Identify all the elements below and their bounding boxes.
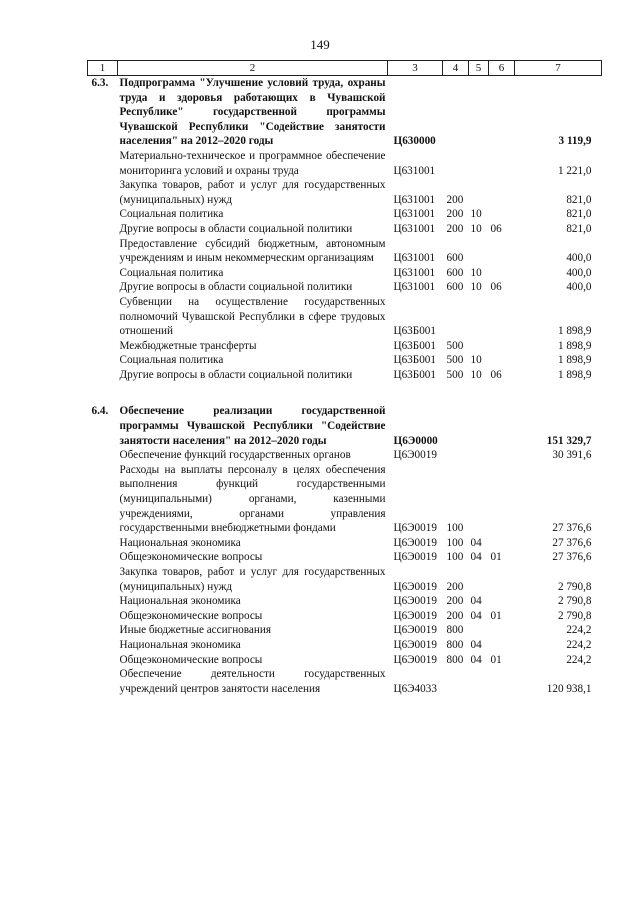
expense-type-cell: 200 xyxy=(446,595,464,608)
section-cell: 10 xyxy=(470,266,482,279)
section-cell xyxy=(469,237,489,266)
expense-type-cell: 500 xyxy=(446,368,464,381)
section-cell: 04 xyxy=(470,609,482,622)
code-cell: Ц631001 xyxy=(393,222,436,235)
table-row xyxy=(88,448,602,463)
amount-cell: 821,0 xyxy=(566,222,592,235)
name-cell: Межбюджетные трансферты xyxy=(119,339,257,352)
table-row xyxy=(88,149,602,178)
number-cell xyxy=(88,222,118,237)
code-cell: Ц6Э4033 xyxy=(393,682,437,695)
amount-cell: 224,2 xyxy=(566,653,592,666)
expense-type-cell: 200 xyxy=(446,193,464,206)
section-spacer xyxy=(88,382,602,404)
name-cell: Расходы на выплаты персоналу в целях обеспечения выполнения функций государственными (муниципальными) органами, казенными учреждениями, органами управления государственными внебюджетными фондами xyxy=(119,463,386,535)
budget-table xyxy=(87,60,602,696)
amount-cell: 2 790,8 xyxy=(557,580,592,593)
table-row xyxy=(88,76,602,149)
header-col-4: 4 xyxy=(443,61,469,76)
code-cell: Ц6Э0019 xyxy=(393,609,437,622)
code-cell: Ц6Э0019 xyxy=(393,551,437,564)
amount-cell: 2 790,8 xyxy=(557,609,592,622)
name-cell: Другие вопросы в области социальной политики xyxy=(119,281,353,294)
amount-cell: 120 938,1 xyxy=(546,682,592,695)
section-cell: 10 xyxy=(470,222,482,235)
table-row xyxy=(88,565,602,594)
name-cell: Обеспечение функций государственных органов xyxy=(119,449,351,462)
table-row xyxy=(88,207,602,222)
number-cell xyxy=(88,368,118,383)
section-cell xyxy=(469,178,489,207)
section-number: 6.4. xyxy=(91,405,109,418)
code-cell: Ц6Э0019 xyxy=(393,595,437,608)
number-cell xyxy=(88,536,118,551)
section-cell: 04 xyxy=(470,536,482,549)
amount-cell: 821,0 xyxy=(566,208,592,221)
subsection-cell: 06 xyxy=(490,222,502,235)
subsection-cell xyxy=(489,178,515,207)
amount-cell: 224,2 xyxy=(566,624,592,637)
amount-cell: 151 329,7 xyxy=(546,434,592,447)
table-row xyxy=(88,339,602,354)
subsection-cell: 06 xyxy=(490,368,502,381)
name-cell: Субвенции на осуществление государственных полномочий Чувашской Республики в сфере трудовых отношений xyxy=(119,295,386,338)
code-cell: Ц631001 xyxy=(393,252,436,265)
name-cell: Национальная экономика xyxy=(119,595,241,608)
name-cell: Социальная политика xyxy=(119,266,224,279)
expense-type-cell: 800 xyxy=(446,653,464,666)
section-cell: 10 xyxy=(470,368,482,381)
expense-type-cell: 600 xyxy=(446,252,464,265)
expense-type-cell xyxy=(443,448,469,463)
amount-cell: 224,2 xyxy=(566,638,592,651)
table-row xyxy=(88,280,602,295)
table-row xyxy=(88,463,602,536)
code-cell: Ц6Э0019 xyxy=(393,449,437,462)
amount-cell: 1 898,9 xyxy=(557,325,592,338)
table-row xyxy=(88,295,602,339)
name-cell: Закупка товаров, работ и услуг для государственных (муниципальных) нужд xyxy=(119,179,386,206)
amount-cell: 27 376,6 xyxy=(552,551,592,564)
table-row xyxy=(88,178,602,207)
expense-type-cell: 100 xyxy=(446,536,464,549)
number-cell xyxy=(88,623,118,638)
subsection-cell xyxy=(489,353,515,368)
number-cell xyxy=(88,565,118,594)
code-cell: Ц63Б001 xyxy=(393,354,436,367)
amount-cell: 1 898,9 xyxy=(557,339,592,352)
amount-cell: 27 376,6 xyxy=(552,522,592,535)
code-cell: Ц63Б001 xyxy=(393,339,436,352)
section-cell xyxy=(469,149,489,178)
expense-type-cell: 200 xyxy=(446,222,464,235)
expense-type-cell: 500 xyxy=(446,354,464,367)
section-cell: 04 xyxy=(470,653,482,666)
name-cell: Подпрограмма "Улучшение условий труда, охраны труда и здоровья работающих в Чувашской Республике" государственной программы Чувашской Республики "Содействие занятости населения" на 2012–2020 годы xyxy=(119,77,386,148)
code-cell: Ц631001 xyxy=(393,193,436,206)
name-cell: Другие вопросы в области социальной политики xyxy=(119,368,353,381)
section-cell xyxy=(469,295,489,339)
table-row xyxy=(88,536,602,551)
table-row xyxy=(88,594,602,609)
code-cell: Ц63Б001 xyxy=(393,325,436,338)
code-cell: Ц6Э0019 xyxy=(393,638,437,651)
name-cell: Социальная политика xyxy=(119,354,224,367)
amount-cell: 400,0 xyxy=(566,281,592,294)
table-row xyxy=(88,222,602,237)
number-cell xyxy=(88,178,118,207)
expense-type-cell xyxy=(443,76,469,149)
number-cell xyxy=(88,550,118,565)
name-cell: Общеэкономические вопросы xyxy=(119,609,263,622)
header-col-1: 1 xyxy=(88,61,118,76)
page-number: 149 xyxy=(310,37,330,52)
subsection-cell xyxy=(489,594,515,609)
expense-type-cell: 100 xyxy=(446,522,464,535)
section-cell: 04 xyxy=(470,638,482,651)
table-row xyxy=(88,667,602,696)
section-number: 6.3. xyxy=(91,77,109,89)
name-cell: Общеэкономические вопросы xyxy=(119,653,263,666)
code-cell: Ц6Э0019 xyxy=(393,624,437,637)
code-cell: Ц6Э0000 xyxy=(393,434,438,447)
table-row xyxy=(88,638,602,653)
section-cell: 04 xyxy=(470,551,482,564)
number-cell xyxy=(88,295,118,339)
subsection-cell xyxy=(489,266,515,281)
header-col-5: 5 xyxy=(469,61,489,76)
header-row xyxy=(88,61,602,76)
name-cell: Иные бюджетные ассигнования xyxy=(119,624,271,637)
expense-type-cell xyxy=(443,404,469,448)
section-cell xyxy=(469,448,489,463)
amount-cell: 400,0 xyxy=(566,266,592,279)
number-cell xyxy=(88,463,118,536)
table-row xyxy=(88,237,602,266)
subsection-cell xyxy=(489,565,515,594)
code-cell: Ц631001 xyxy=(393,266,436,279)
subsection-cell xyxy=(489,448,515,463)
section-cell xyxy=(469,76,489,149)
table-row xyxy=(88,609,602,624)
table-row xyxy=(88,404,602,448)
amount-cell: 30 391,6 xyxy=(552,449,592,462)
code-cell: Ц631001 xyxy=(393,164,436,177)
section-cell: 10 xyxy=(470,208,482,221)
number-cell xyxy=(88,149,118,178)
header-col-7: 7 xyxy=(515,61,602,76)
number-cell xyxy=(88,339,118,354)
header-col-3: 3 xyxy=(388,61,443,76)
expense-type-cell: 500 xyxy=(446,339,464,352)
section-cell: 10 xyxy=(470,281,482,294)
expense-type-cell: 800 xyxy=(446,624,464,637)
number-cell xyxy=(88,207,118,222)
subsection-cell: 06 xyxy=(490,281,502,294)
name-cell: Другие вопросы в области социальной политики xyxy=(119,222,353,235)
amount-cell: 400,0 xyxy=(566,252,592,265)
number-cell xyxy=(88,237,118,266)
table-row xyxy=(88,623,602,638)
code-cell: Ц63Б001 xyxy=(393,368,436,381)
number-cell xyxy=(88,266,118,281)
expense-type-cell: 600 xyxy=(446,266,464,279)
table-row xyxy=(88,550,602,565)
amount-cell: 1 221,0 xyxy=(557,164,592,177)
subsection-cell xyxy=(489,638,515,653)
name-cell: Национальная экономика xyxy=(119,638,241,651)
section-cell xyxy=(469,667,489,696)
expense-type-cell: 100 xyxy=(446,551,464,564)
section-cell: 10 xyxy=(470,354,482,367)
expense-type-cell: 200 xyxy=(446,208,464,221)
subsection-cell: 01 xyxy=(490,609,502,622)
table-row xyxy=(88,368,602,383)
table-row xyxy=(88,653,602,668)
table-body xyxy=(88,76,602,697)
table-header xyxy=(88,61,602,76)
amount-cell: 2 790,8 xyxy=(557,595,592,608)
expense-type-cell: 800 xyxy=(446,638,464,651)
table-row xyxy=(88,353,602,368)
amount-cell: 821,0 xyxy=(566,193,592,206)
code-cell: Ц6Э0019 xyxy=(393,580,437,593)
subsection-cell xyxy=(489,237,515,266)
name-cell: Обеспечение реализации государственной программы Чувашской Республики "Содействие занятости населения" на 2012–2020 годы xyxy=(119,405,386,447)
number-cell xyxy=(88,280,118,295)
expense-type-cell xyxy=(443,667,469,696)
expense-type-cell: 600 xyxy=(446,281,464,294)
expense-type-cell: 200 xyxy=(446,609,464,622)
code-cell: Ц6Э0019 xyxy=(393,653,437,666)
section-cell: 04 xyxy=(470,595,482,608)
section-cell xyxy=(469,565,489,594)
amount-cell: 1 898,9 xyxy=(557,368,592,381)
subsection-cell xyxy=(489,207,515,222)
section-cell xyxy=(469,623,489,638)
code-cell: Ц631001 xyxy=(393,281,436,294)
subsection-cell xyxy=(489,339,515,354)
number-cell xyxy=(88,653,118,668)
table-row xyxy=(88,266,602,281)
amount-cell: 1 898,9 xyxy=(557,354,592,367)
number-cell xyxy=(88,448,118,463)
name-cell: Национальная экономика xyxy=(119,536,241,549)
amount-cell: 3 119,9 xyxy=(558,135,592,148)
subsection-cell xyxy=(489,463,515,536)
name-cell: Предоставление субсидий бюджетным, автономным учреждениям и иным некоммерческим организациям xyxy=(119,237,386,265)
number-cell xyxy=(88,667,118,696)
expense-type-cell: 200 xyxy=(446,580,464,593)
subsection-cell xyxy=(489,404,515,448)
header-col-6: 6 xyxy=(489,61,515,76)
subsection-cell xyxy=(489,536,515,551)
expense-type-cell xyxy=(443,149,469,178)
code-cell: Ц6Э0019 xyxy=(393,522,437,535)
section-cell xyxy=(469,404,489,448)
section-cell xyxy=(469,463,489,536)
subsection-cell: 01 xyxy=(490,551,502,564)
subsection-cell xyxy=(489,76,515,149)
subsection-cell xyxy=(489,667,515,696)
name-cell: Общеэкономические вопросы xyxy=(119,551,263,564)
code-cell: Ц630000 xyxy=(393,135,436,148)
name-cell: Обеспечение деятельности государственных учреждений центров занятости населения xyxy=(119,668,386,695)
subsection-cell xyxy=(489,623,515,638)
number-cell xyxy=(88,609,118,624)
name-cell: Социальная политика xyxy=(119,208,224,221)
number-cell xyxy=(88,594,118,609)
name-cell: Материально-техническое и программное обеспечение мониторинга условий и охраны труда xyxy=(119,149,386,177)
section-cell xyxy=(469,339,489,354)
amount-cell: 27 376,6 xyxy=(552,536,592,549)
number-cell xyxy=(88,638,118,653)
subsection-cell xyxy=(489,149,515,178)
header-col-2: 2 xyxy=(118,61,388,76)
subsection-cell: 01 xyxy=(490,653,502,666)
name-cell: Закупка товаров, работ и услуг для государственных (муниципальных) нужд xyxy=(119,566,386,593)
subsection-cell xyxy=(489,295,515,339)
code-cell: Ц631001 xyxy=(393,208,436,221)
expense-type-cell xyxy=(443,295,469,339)
number-cell xyxy=(88,353,118,368)
code-cell: Ц6Э0019 xyxy=(393,536,437,549)
